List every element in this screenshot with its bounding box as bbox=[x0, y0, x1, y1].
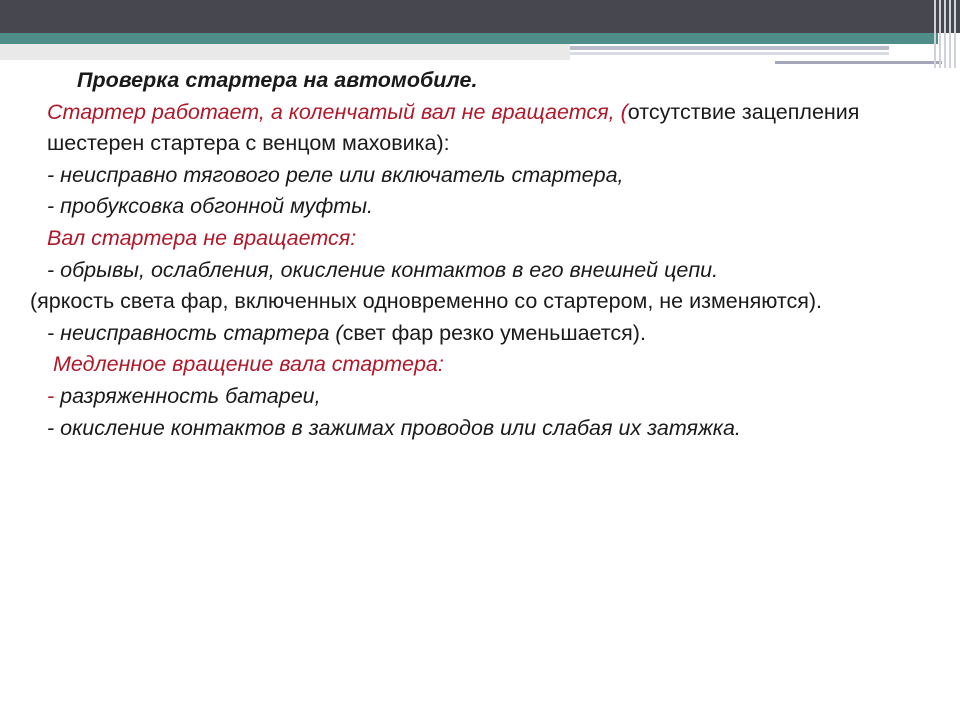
header-stripe bbox=[775, 61, 942, 64]
case2-item: - обрывы, ослабления, окисление контактов в его внешней цепи. bbox=[47, 257, 719, 282]
case3-item: - окисление контактов в зажимах проводов или слабая их затяжка. bbox=[47, 415, 741, 440]
case2-item bbox=[30, 318, 930, 350]
case1-note: отсутствие зацепления шестерен стартера с венцом маховика): bbox=[47, 99, 860, 156]
slide-title: Проверка стартера на автомобиле. bbox=[77, 68, 478, 92]
header-stripe bbox=[570, 46, 889, 50]
header-dark-bar bbox=[0, 0, 960, 33]
case3-item-text: разряженность батареи, bbox=[54, 383, 321, 408]
slide-body bbox=[30, 65, 930, 444]
header-vertical-lines bbox=[930, 0, 960, 68]
case2-item-italic: - неисправность стартера ( bbox=[47, 320, 343, 345]
header-stripe bbox=[570, 52, 889, 55]
case2-note: (яркость света фар, включенных одновременно со стартером, не изменяются). bbox=[30, 289, 822, 314]
header-teal-bar bbox=[0, 33, 938, 44]
case3-item-dash: - bbox=[47, 383, 55, 408]
case1-item: - неисправно тягового реле или включатель стартера, bbox=[47, 162, 624, 187]
header-light-band bbox=[0, 44, 570, 60]
case2-heading: Вал стартера не вращается: bbox=[47, 225, 357, 250]
case1-paragraph bbox=[30, 97, 930, 160]
case1-heading: Стартер работает, а коленчатый вал не вращается, ( bbox=[47, 99, 628, 124]
case2-item-plain: свет фар резко уменьшается). bbox=[342, 320, 646, 345]
case3-heading: Медленное вращение вала стартера: bbox=[53, 352, 444, 377]
case3-item bbox=[30, 381, 930, 413]
case1-item: - пробуксовка обгонной муфты. bbox=[47, 194, 374, 219]
